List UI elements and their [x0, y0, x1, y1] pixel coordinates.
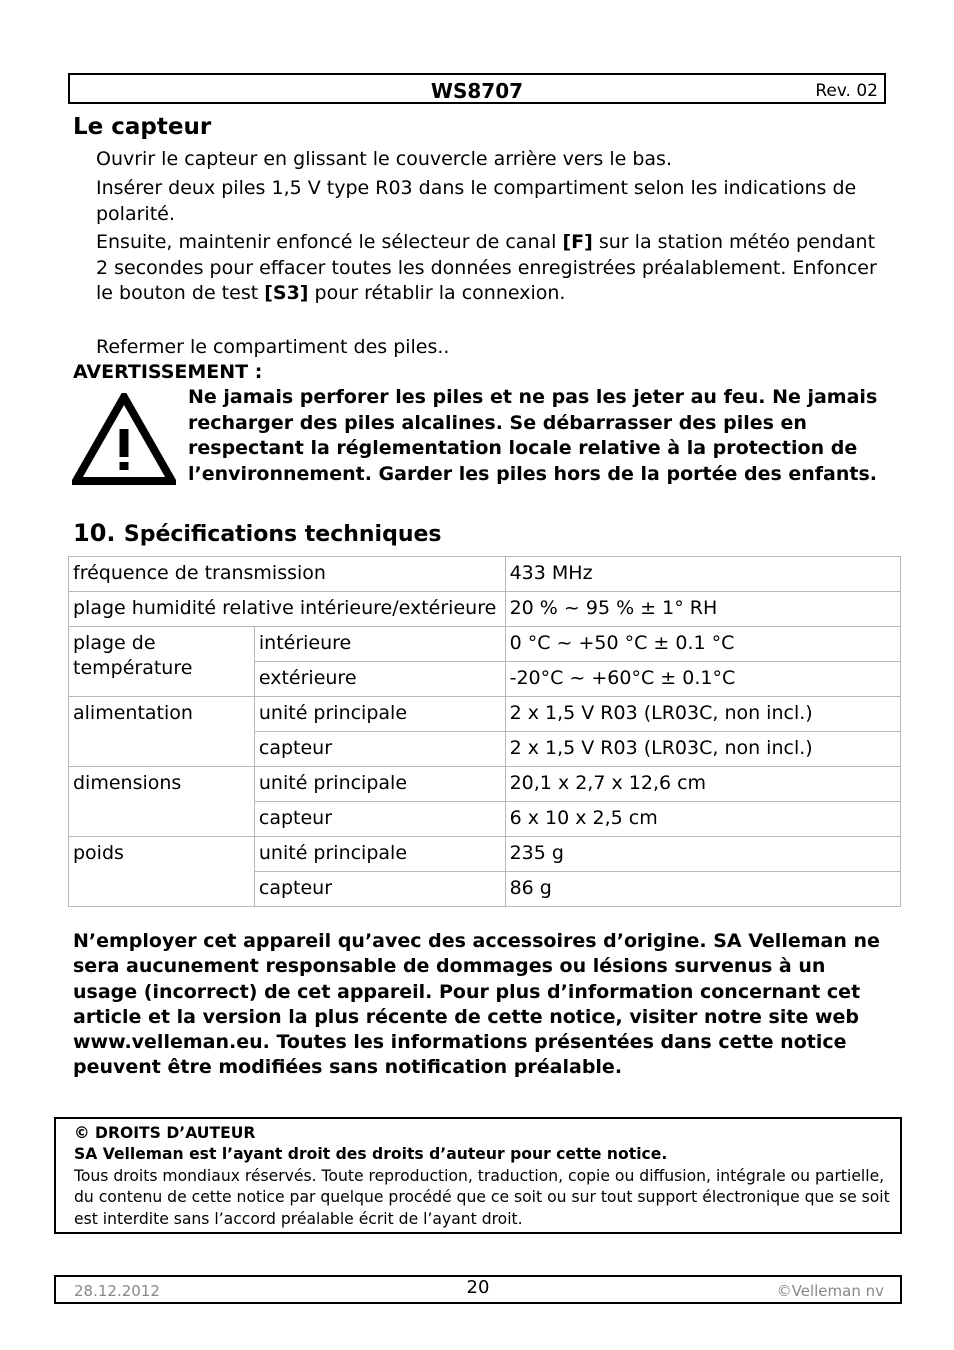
spec-value: 20 % ~ 95 % ± 1° RH: [505, 592, 900, 627]
spec-sublabel: unité principale: [254, 837, 505, 872]
table-row: [69, 837, 901, 872]
spec-sublabel: unité principale: [254, 767, 505, 802]
page-footer: [54, 1275, 902, 1304]
warning-triangle-icon: [72, 393, 176, 485]
section-title-specs: [73, 519, 442, 547]
footer-date: 28.12.2012: [74, 1282, 160, 1300]
copyright-text: Tous droits mondiaux réservés. Toute reproduction, traduction, copie ou diffusion, intégrale ou partielle, du contenu de cette notice par quelque procédé que ce soit ou sur tout support électronique que se soit est interdite sans l’accord préalable écrit de l’ayant droit.: [74, 1166, 890, 1228]
copyright-title: © DROITS D’AUTEUR: [74, 1124, 256, 1142]
page-number: 20: [466, 1277, 490, 1298]
section-number: 10.: [73, 519, 116, 547]
spec-sublabel: extérieure: [254, 662, 505, 697]
spec-value: 2 x 1,5 V R03 (LR03C, non incl.): [505, 732, 900, 767]
sensor-step-close: Refermer le compartiment des piles..: [96, 336, 450, 358]
spec-sublabel: unité principale: [254, 697, 505, 732]
spec-value: 0 °C ~ +50 °C ± 0.1 °C: [505, 627, 900, 662]
usage-notice: N’employer cet appareil qu’avec des accessoires d’origine. SA Velleman ne sera aucunement responsable de dommages ou lésions survenus à un usage (incorrect) de cet appareil. Pour plus d’information concernant cet article et la version la plus récente de cette notice, visiter notre site web www.velleman.eu. Toutes les informations présentées dans cette notice peuvent être modifiées sans notification préalable.: [73, 930, 880, 1079]
spec-label: plage humidité relative intérieure/extérieure: [69, 592, 506, 627]
spec-value: 433 MHz: [505, 557, 900, 592]
footer-company: ©Velleman nv: [776, 1282, 884, 1300]
specifications-table: [68, 556, 901, 907]
sensor-step-reset: Ensuite, maintenir enfoncé le sélecteur de canal [F] sur la station météo pendant 2 secondes pour effacer toutes les données enregistrées préalablement. Enfoncer le bouton de test [S3] pour rétablir la connexion.: [96, 231, 877, 304]
spec-value: 86 g: [505, 872, 900, 907]
model-number: WS8707: [430, 79, 524, 103]
section-title-text: Spécifications techniques: [123, 522, 442, 547]
spec-label: plage de température: [69, 627, 255, 697]
table-row: [69, 592, 901, 627]
copyright-owner: SA Velleman est l’ayant droit des droits d’auteur pour cette notice.: [74, 1145, 668, 1164]
page-header: [68, 73, 886, 104]
spec-value: 6 x 10 x 2,5 cm: [505, 802, 900, 837]
warning-label: AVERTISSEMENT :: [73, 361, 263, 383]
spec-value: -20°C ~ +60°C ± 0.1°C: [505, 662, 900, 697]
spec-sublabel: capteur: [254, 802, 505, 837]
copyright-box: [54, 1117, 902, 1234]
spec-value: 20,1 x 2,7 x 12,6 cm: [505, 767, 900, 802]
spec-sublabel: capteur: [254, 872, 505, 907]
revision-label: Rev. 02: [815, 81, 878, 101]
sensor-step-open: Ouvrir le capteur en glissant le couvercle arrière vers le bas.: [96, 148, 672, 170]
spec-label: poids: [69, 837, 255, 907]
spec-label: fréquence de transmission: [69, 557, 506, 592]
warning-text: Ne jamais perforer les piles et ne pas les jeter au feu. Ne jamais recharger des piles alcalines. Se débarrasser des piles en respectant la réglementation locale relative à la protection de l’environnement. Garder les piles hors de la portée des enfants.: [188, 386, 878, 485]
spec-sublabel: intérieure: [254, 627, 505, 662]
section-title-sensor: Le capteur: [73, 114, 212, 140]
spec-sublabel: capteur: [254, 732, 505, 767]
table-row: [69, 627, 901, 662]
spec-value: 235 g: [505, 837, 900, 872]
spec-label: dimensions: [69, 767, 255, 837]
spec-value: 2 x 1,5 V R03 (LR03C, non incl.): [505, 697, 900, 732]
table-row: [69, 697, 901, 732]
sensor-step-batteries: Insérer deux piles 1,5 V type R03 dans le compartiment selon les indications de polarité.: [96, 177, 857, 225]
table-row: [69, 557, 901, 592]
table-row: [69, 767, 901, 802]
spec-label: alimentation: [69, 697, 255, 767]
